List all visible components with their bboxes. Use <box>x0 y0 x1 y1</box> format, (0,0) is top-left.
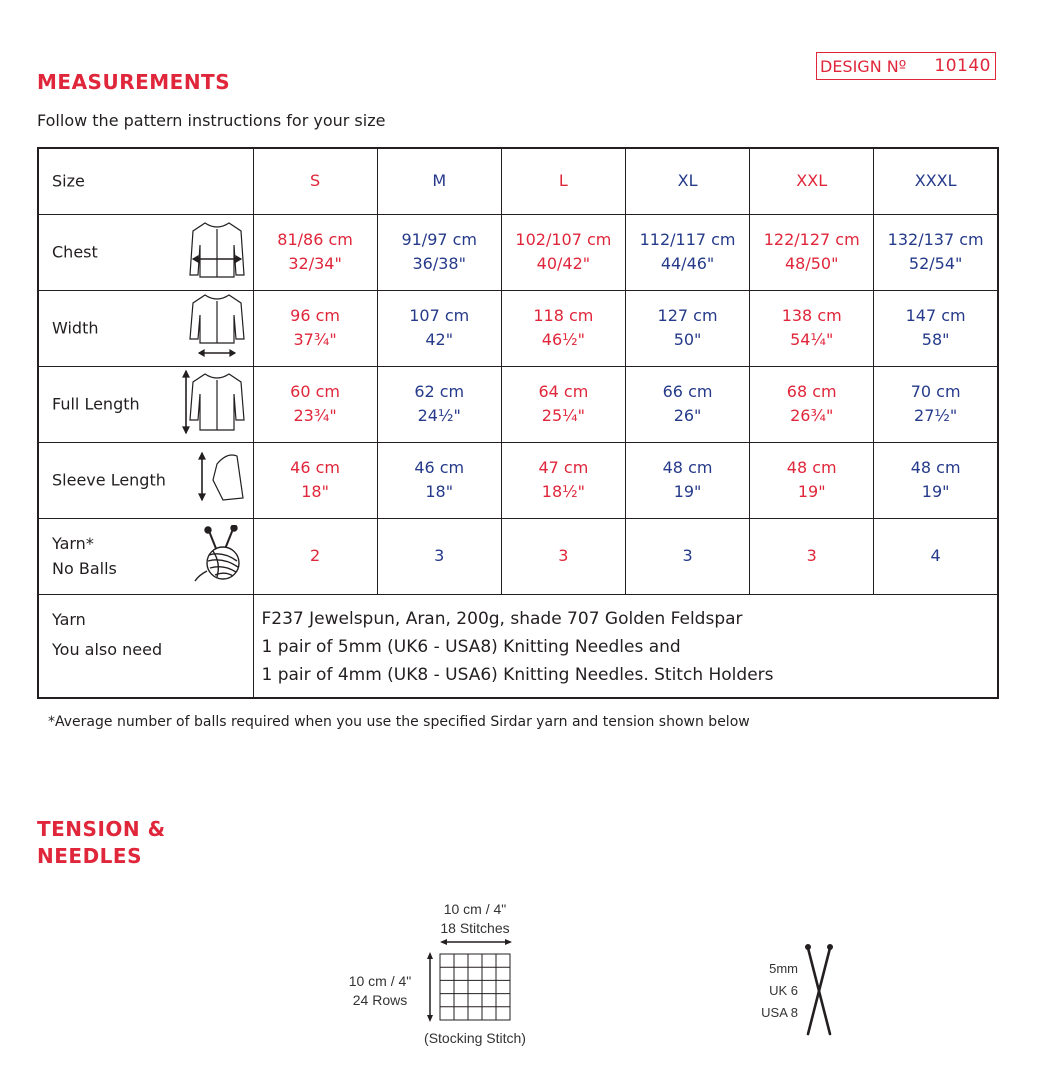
sleeve-length-cell: 47 cm 18½" <box>501 442 625 518</box>
full-length-cell: 64 cm 25¼" <box>501 366 625 442</box>
knitting-needles-icon <box>800 942 840 1038</box>
full-length-cell: 60 cm 23¾" <box>253 366 377 442</box>
full-length-label-cell <box>38 366 253 442</box>
design-number-box <box>816 52 996 80</box>
balls-cell: 3 <box>501 518 625 594</box>
size-label: Size <box>52 171 85 191</box>
full-length-label: Full Length <box>52 394 140 414</box>
measurements-title: MEASUREMENTS <box>37 70 231 94</box>
needle-size: 5mm <box>769 961 798 976</box>
balls-cell: 3 <box>377 518 501 594</box>
tension-width-label: 10 cm / 4" 18 Stitches <box>440 901 510 936</box>
intro-text: Follow the pattern instructions for your size <box>37 111 386 130</box>
tension-title: TENSION & NEEDLES <box>37 817 166 868</box>
balls-label: Yarn* No Balls <box>52 534 117 578</box>
height-arrow-top <box>427 952 433 959</box>
yarn-row <box>38 594 998 698</box>
width-cell: 118 cm 46½" <box>501 290 625 366</box>
tension-square-diagram <box>424 934 524 1024</box>
balls-row <box>38 518 998 594</box>
stitch-grid <box>440 954 510 1020</box>
yarn-label-cell <box>38 594 253 698</box>
chest-cell: 132/137 cm 52/54" <box>874 214 998 290</box>
sleeve-length-cell: 48 cm 19" <box>874 442 998 518</box>
full-length-cell: 62 cm 24½" <box>377 366 501 442</box>
full-length-row <box>38 366 998 442</box>
full-length-cell: 70 cm 27½" <box>874 366 998 442</box>
full-length-cell: 66 cm 26" <box>625 366 749 442</box>
sleeve-length-cell: 48 cm 19" <box>625 442 749 518</box>
width-row <box>38 290 998 366</box>
sleeve-length-cell: 48 cm 19" <box>750 442 874 518</box>
width-cell: 127 cm 50" <box>625 290 749 366</box>
balls-cell: 3 <box>750 518 874 594</box>
needle-size-labels <box>730 958 798 1024</box>
sleeve-length-cell: 46 cm 18" <box>377 442 501 518</box>
sleeve-length-label-cell <box>38 442 253 518</box>
size-header: XXL <box>750 148 874 214</box>
stitch-type-label: (Stocking Stitch) <box>424 1030 526 1046</box>
height-arrow-bottom <box>427 1015 433 1022</box>
width-cell: 138 cm 54¼" <box>750 290 874 366</box>
width-label-cell <box>38 290 253 366</box>
full-length-cell: 68 cm 26¾" <box>750 366 874 442</box>
chest-cell: 102/107 cm 40/42" <box>501 214 625 290</box>
chest-cell: 81/86 cm 32/34" <box>253 214 377 290</box>
measurements-table <box>37 147 999 699</box>
balls-cell: 3 <box>625 518 749 594</box>
width-arrow-left <box>440 939 447 945</box>
needles-line-2: 1 pair of 4mm (UK8 - USA6) Knitting Needles. Stitch Holders <box>261 664 774 685</box>
design-number: 10140 <box>934 56 991 76</box>
balls-cell: 4 <box>874 518 998 594</box>
width-cell: 107 cm 42" <box>377 290 501 366</box>
size-header: XXXL <box>874 148 998 214</box>
size-label-cell <box>38 148 253 214</box>
width-cell: 147 cm 58" <box>874 290 998 366</box>
chest-cell: 112/117 cm 44/46" <box>625 214 749 290</box>
also-need-label: You also need <box>52 639 163 659</box>
balls-cell: 2 <box>253 518 377 594</box>
chest-label: Chest <box>52 242 98 262</box>
design-label: DESIGN Nº <box>820 56 907 76</box>
needle-usa: USA 8 <box>761 1005 798 1020</box>
width-arrow-right <box>505 939 512 945</box>
size-row <box>38 148 998 214</box>
yarn-label: Yarn <box>52 609 86 629</box>
tension-height-label: 10 cm / 4" 24 Rows <box>348 973 412 1008</box>
yarn-ball-icon <box>191 525 247 587</box>
chest-label-cell <box>38 214 253 290</box>
chest-row <box>38 214 998 290</box>
chest-cell: 91/97 cm 36/38" <box>377 214 501 290</box>
cardigan-length-icon <box>181 368 247 440</box>
needle-uk: UK 6 <box>769 983 798 998</box>
sleeve-length-row <box>38 442 998 518</box>
sleeve-length-icon <box>197 450 247 510</box>
yarn-value: F237 Jewelspun, Aran, 200g, shade 707 Golden Feldspar <box>261 608 743 629</box>
needles-line-1: 1 pair of 5mm (UK6 - USA8) Knitting Needles and <box>261 636 681 657</box>
footnote: *Average number of balls required when you use the specified Sirdar yarn and tension shown below <box>48 714 750 730</box>
chest-cell: 122/127 cm 48/50" <box>750 214 874 290</box>
size-header: L <box>501 148 625 214</box>
size-header: S <box>253 148 377 214</box>
size-header: XL <box>625 148 749 214</box>
balls-label-cell <box>38 518 253 594</box>
cardigan-width-icon <box>187 293 247 363</box>
width-label: Width <box>52 318 99 338</box>
size-header: M <box>377 148 501 214</box>
sleeve-length-cell: 46 cm 18" <box>253 442 377 518</box>
sleeve-length-label: Sleeve Length <box>52 470 166 490</box>
yarn-details-cell <box>253 594 998 698</box>
width-cell: 96 cm 37¾" <box>253 290 377 366</box>
cardigan-chest-icon <box>187 219 247 285</box>
